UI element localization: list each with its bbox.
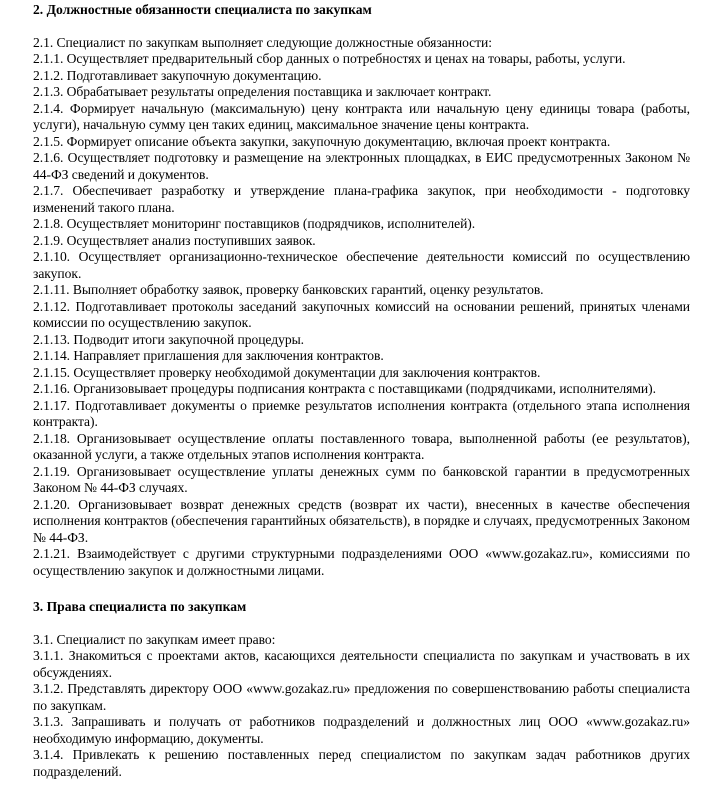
paragraph: 2.1.17. Подготавливает документы о приемке результатов исполнения контракта (отдельного этапа исполнения контракта). bbox=[33, 397, 690, 429]
paragraph: 2.1.21. Взаимодействует с другими структурными подразделениями ООО «www.gozakaz.ru», комиссиями по осуществлению закупок и должностными лицами. bbox=[33, 546, 690, 578]
section-2-title: 2. Должностные обязанности специалиста по закупкам bbox=[33, 2, 372, 17]
paragraph: 2.1.20. Организовывает возврат денежных средств (возврат их части), внесенных в качестве обеспечения исполнения контрактов (обеспечения гарантийных обязательств), в порядке и случаях, предусмотренных Законом № 44-ФЗ. bbox=[33, 496, 690, 545]
paragraph: 3.1.3. Запрашивать и получать от работников подразделений и должностных лиц ООО «www.gozakaz.ru» необходимую информацию, документы. bbox=[33, 714, 690, 746]
paragraph: 3.1.4. Привлекать к решению поставленных перед специалистом по закупкам задач работников других подразделений. bbox=[33, 747, 690, 779]
paragraph: 2.1.3. Обрабатывает результаты определения поставщика и заключает контракт. bbox=[33, 84, 492, 99]
paragraph: 2.1.4. Формирует начальную (максимальную) цену контракта или начальную цену единицы товара (работы, услуги), начальную сумму цен таких единиц, максимальное значение цены контракта. bbox=[33, 100, 690, 132]
paragraph: 3.1.2. Представлять директору ООО «www.gozakaz.ru» предложения по совершенствованию работы специалиста по закупкам. bbox=[33, 681, 690, 713]
section-3-title: 3. Права специалиста по закупкам bbox=[33, 599, 247, 614]
paragraph: 2.1.7. Обеспечивает разработку и утверждение плана-графика закупок, при необходимости - подготовку изменений такого плана. bbox=[33, 183, 690, 215]
paragraph: 2.1.12. Подготавливает протоколы заседаний закупочных комиссий на основании решений, принятых членами комиссии по осуществлению закупок. bbox=[33, 298, 690, 330]
paragraph: 2.1.9. Осуществляет анализ поступивших заявок. bbox=[33, 232, 316, 248]
paragraph: 2.1.13. Подводит итоги закупочной процедуры. bbox=[33, 331, 305, 347]
section-2-body bbox=[33, 35, 690, 580]
paragraph: 2.1.8. Осуществляет мониторинг поставщиков (подрядчиков, исполнителей). bbox=[33, 216, 476, 231]
paragraph: 2.1. Специалист по закупкам выполняет следующие должностные обязанности: bbox=[33, 34, 493, 50]
paragraph: 2.1.2. Подготавливает закупочную документацию. bbox=[33, 67, 322, 83]
paragraph: 3.1.1. Знакомиться с проектами актов, касающихся деятельности специалиста по закупкам и участвовать в их обсуждениях. bbox=[33, 648, 690, 680]
paragraph: 2.1.5. Формирует описание объекта закупки, закупочную документацию, включая проект контракта. bbox=[33, 133, 611, 149]
paragraph: 2.1.10. Осуществляет организационно-техническое обеспечение деятельности комиссий по осуществлению закупок. bbox=[33, 249, 690, 281]
paragraph: 2.1.15. Осуществляет проверку необходимой документации для заключения контрактов. bbox=[33, 364, 541, 380]
paragraph: 2.1.18. Организовывает осуществление оплаты поставленного товара, выполненной работы (ее результатов), оказанной услуги, а также отдельных этапов исполнения контракта. bbox=[33, 430, 690, 462]
paragraph: 2.1.11. Выполняет обработку заявок, проверку банковских гарантий, оценку результатов. bbox=[33, 282, 544, 297]
section-3-body bbox=[33, 632, 690, 781]
paragraph: 2.1.1. Осуществляет предварительный сбор данных о потребностях и ценах на товары, работы, услуги. bbox=[33, 51, 626, 66]
paragraph: 2.1.19. Организовывает осуществление уплаты денежных сумм по банковской гарантии в предусмотренных Законом № 44-ФЗ случаях. bbox=[33, 463, 690, 495]
paragraph: 2.1.14. Направляет приглашения для заключения контрактов. bbox=[33, 348, 384, 363]
paragraph: 2.1.16. Организовывает процедуры подписания контракта с поставщиками (подрядчиками, исполнителями). bbox=[33, 381, 656, 396]
paragraph: 2.1.6. Осуществляет подготовку и размещение на электронных площадках, в ЕИС предусмотренных Законом № 44-ФЗ сведений и документов. bbox=[33, 150, 690, 182]
paragraph: 3.1. Специалист по закупкам имеет право: bbox=[33, 631, 276, 647]
